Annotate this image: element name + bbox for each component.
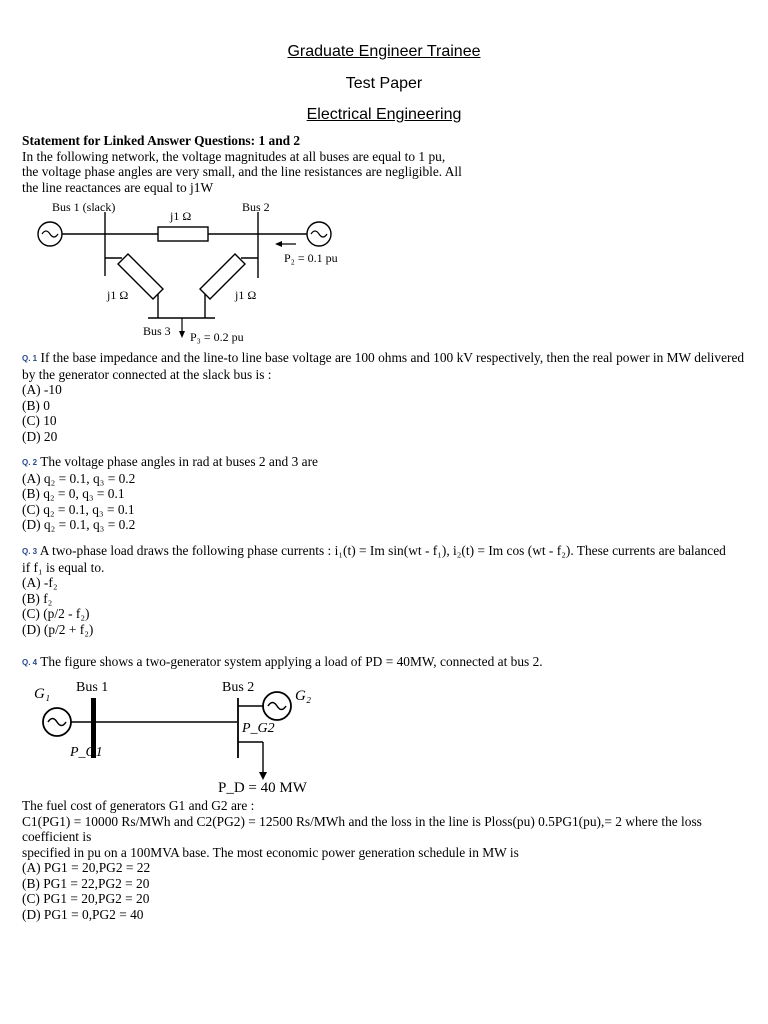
option-d: (D) (p/2 + f₂) <box>22 621 94 637</box>
cost-line: C1(PG1) = 10000 Rs/MWh and C2(PG2) = 12500 Rs/MWh and the loss in the line is Ploss(pu) 0.5PG1(pu),= 2 where the loss coefficient is <box>22 813 702 844</box>
linked-statement <box>22 133 746 195</box>
option-b: (B) 0 <box>22 397 50 413</box>
statement-line: the voltage phase angles are very small, and the line resistances are negligible. All <box>22 164 462 179</box>
question-number: Q. 4 <box>22 658 38 667</box>
header-subject: Electrical Engineering <box>306 106 462 123</box>
pd-label: P_D = 40 MW <box>218 780 307 796</box>
question-text-cont: if f₁ is equal to. <box>22 559 105 575</box>
bus-1-label: Bus 1 <box>76 680 109 695</box>
bus-2-label: Bus 2 <box>222 680 255 695</box>
question-number: Q. 2 <box>22 458 38 467</box>
g1-label: G₁ <box>34 686 51 702</box>
question-4-body <box>22 798 746 922</box>
option-c: (C) (p/2 - f₂) <box>22 606 90 621</box>
option-a: (A) -10 <box>22 382 62 397</box>
option-c: (C) PG1 = 20,PG2 = 20 <box>22 891 150 906</box>
question-4 <box>22 654 746 671</box>
option-b: (B) f₂ <box>22 590 53 606</box>
p2-label: P₂ = 0.1 pu <box>284 251 338 265</box>
statement-title: Statement for Linked Answer Questions: 1 and 2 <box>22 133 301 148</box>
two-generator-figure <box>30 676 330 796</box>
cost-line-2: specified in pu on a 100MVA base. The most economic power generation schedule in MW is <box>22 844 519 860</box>
option-c: (C) 10 <box>22 413 57 428</box>
question-number: Q. 3 <box>22 547 38 556</box>
header-subtitle: Test Paper <box>345 75 423 92</box>
option-d: (D) PG1 = 0,PG2 = 40 <box>22 906 144 922</box>
cost-intro: The fuel cost of generators G1 and G2 are : <box>22 798 255 813</box>
question-3 <box>22 543 746 637</box>
p3-label: P₃ = 0.2 pu <box>190 330 244 344</box>
option-d: (D) q₂ = 0.1, q₃ = 0.2 <box>22 517 136 532</box>
question-text: If the base impedance and the line-to line base voltage are 100 ohms and 100 kV respectively, then the real power in MW delivered by the generator connected at the slack bus is : <box>22 350 745 382</box>
line-12-label: j1 Ω <box>170 209 192 223</box>
question-text: The voltage phase angles in rad at buses 2 and 3 are <box>40 454 318 469</box>
question-1 <box>22 350 746 444</box>
option-a: (A) PG1 = 20,PG2 = 22 <box>22 860 151 875</box>
option-d: (D) 20 <box>22 428 58 444</box>
option-b: (B) q₂ = 0, q₃ = 0.1 <box>22 486 125 501</box>
pg2-label: P_G2 <box>242 721 275 736</box>
g2-label: G₂ <box>295 688 312 704</box>
bus-2-label: Bus 2 <box>242 200 270 214</box>
question-2 <box>22 454 746 533</box>
statement-line: the line reactances are equal to j1W <box>22 179 214 195</box>
question-number: Q. 1 <box>22 354 38 363</box>
option-a: (A) q₂ = 0.1, q₃ = 0.2 <box>22 470 136 486</box>
question-text: A two-phase load draws the following phase currents : i₁(t) = Im sin(wt - f₁), i₂(t) = Im cos (wt - f₂). These currents are balanced <box>39 543 726 558</box>
header-title: Graduate Engineer Trainee <box>287 43 481 60</box>
three-bus-network-figure <box>30 198 390 348</box>
option-b: (B) PG1 = 22,PG2 = 20 <box>22 875 150 891</box>
bus-3-label: Bus 3 <box>143 324 171 338</box>
line-23-label: j1 Ω <box>235 288 257 302</box>
question-text: The figure shows a two-generator system applying a load of PD = 40MW, connected at bus 2. <box>40 654 543 669</box>
line-13-label: j1 Ω <box>107 288 129 302</box>
line-12-reactance <box>158 227 208 241</box>
option-a: (A) -f₂ <box>22 575 58 590</box>
pg1-label: P_G1 <box>70 745 103 760</box>
bus-1-label: Bus 1 (slack) <box>52 200 116 214</box>
statement-line: In the following network, the voltage magnitudes at all buses are equal to 1 pu, <box>22 148 446 164</box>
option-c: (C) q₂ = 0.1, q₃ = 0.1 <box>22 501 135 517</box>
